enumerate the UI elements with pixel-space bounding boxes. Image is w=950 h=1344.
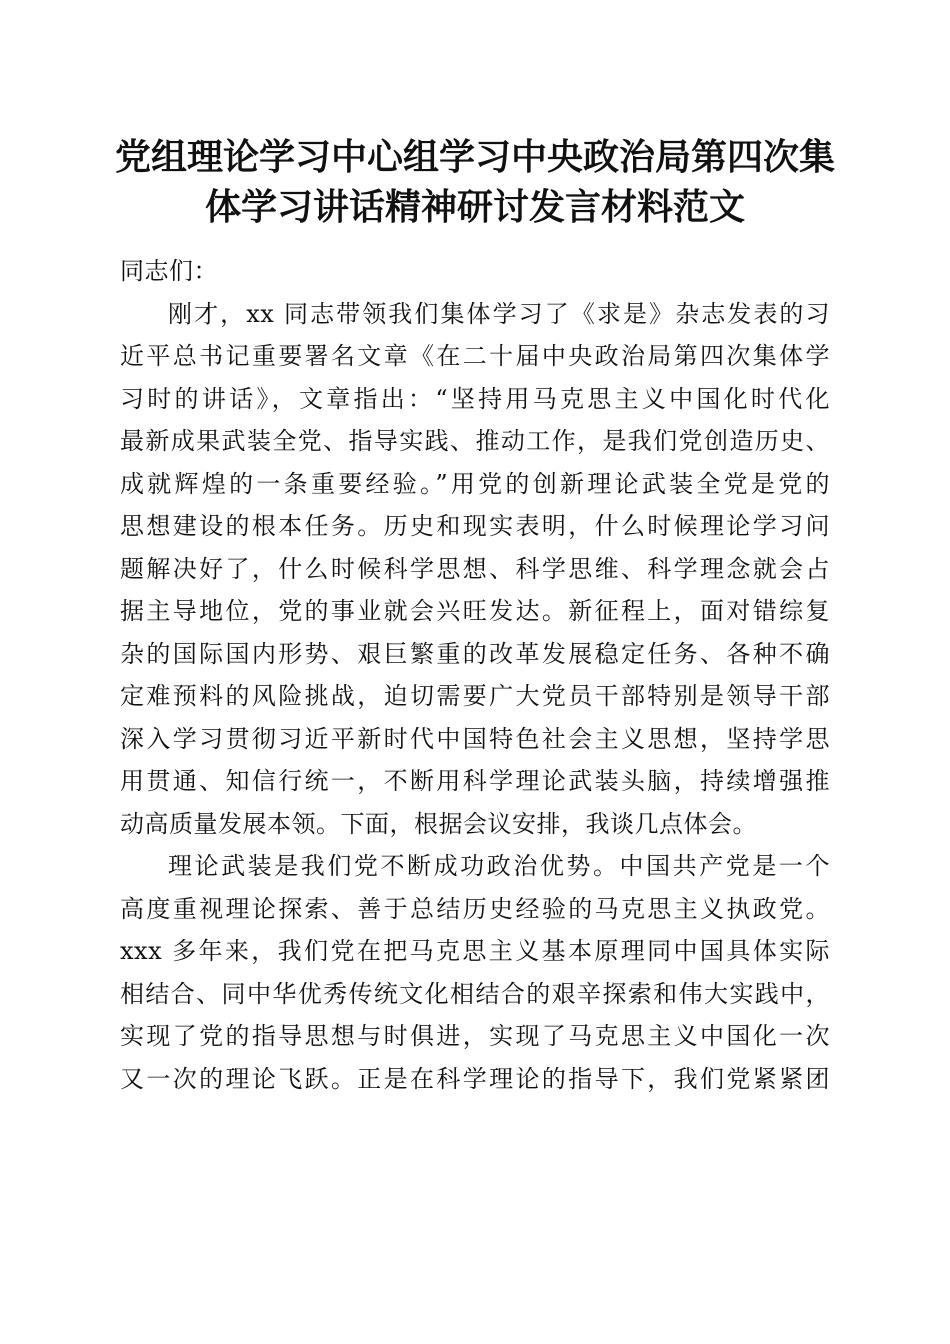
paragraph-2-line-1: 理论武装是我们党不断成功政治优势。中国共产党是一个	[168, 852, 830, 880]
paragraph-2-line-2: 高度重视理论探索、善于总结历史经验的马克思主义执政党。	[120, 894, 830, 923]
paragraph-1-line-12: 用贯通、知信行统一，不断用科学理论武装头脑，持续增强推	[120, 767, 830, 795]
document-body	[120, 250, 830, 1100]
title-line-2: 体学习讲话精神研讨发言材料范文	[204, 186, 745, 228]
paragraph-1-line-11: 深入学习贯彻习近平新时代中国特色社会主义思想，坚持学思	[120, 724, 830, 753]
paragraph-1-line-6: 思想建设的根本任务。历史和现实表明，什么时候理论学习问	[120, 512, 830, 540]
document-title	[100, 132, 850, 232]
paragraph-1-line-5: 成就辉煌的一条重要经验。”用党的创新理论武装全党是党的	[120, 469, 830, 498]
paragraph-1-line-4: 最新成果武装全党、指导实践、推动工作，是我们党创造历史、	[120, 427, 830, 455]
paragraph-1-line-1: 刚才，xx 同志带领我们集体学习了《求是》杂志发表的习	[168, 299, 830, 328]
paragraph-1-line-9: 杂的国际国内形势、艰巨繁重的改革发展稳定任务、各种不确	[120, 639, 830, 668]
paragraph-1-line-7: 题解决好了，什么时候科学思想、科学思维、科学理念就会占	[120, 554, 830, 583]
greeting: 同志们：	[120, 257, 218, 285]
paragraph-1-line-2: 近平总书记重要署名文章《在二十届中央政治局第四次集体学	[120, 342, 830, 370]
paragraph-1-line-13: 动高质量发展本领。下面，根据会议安排，我谈几点体会。	[120, 809, 757, 838]
paragraph-1-line-8: 据主导地位，党的事业就会兴旺发达。新征程上，面对错综复	[120, 597, 830, 625]
paragraph-2-line-3: xxx 多年来，我们党在把马克思主义基本原理同中国具体实际	[120, 937, 830, 965]
title-line-1: 党组理论学习中心组学习中央政治局第四次集	[114, 136, 835, 178]
paragraph-2-line-6: 又一次的理论飞跃。正是在科学理论的指导下，我们党紧紧团	[120, 1064, 830, 1093]
paragraph-1-line-3: 习时的讲话》，文章指出：“坚持用马克思主义中国化时代化	[120, 384, 830, 413]
paragraph-1-line-10: 定难预料的风险挑战，迫切需要广大党员干部特别是领导干部	[120, 682, 830, 710]
paragraph-2-line-5: 实现了党的指导思想与时俱进，实现了马克思主义中国化一次	[120, 1022, 830, 1050]
paragraph-2-line-4: 相结合、同中华优秀传统文化相结合的艰辛探索和伟大实践中，	[120, 979, 830, 1008]
